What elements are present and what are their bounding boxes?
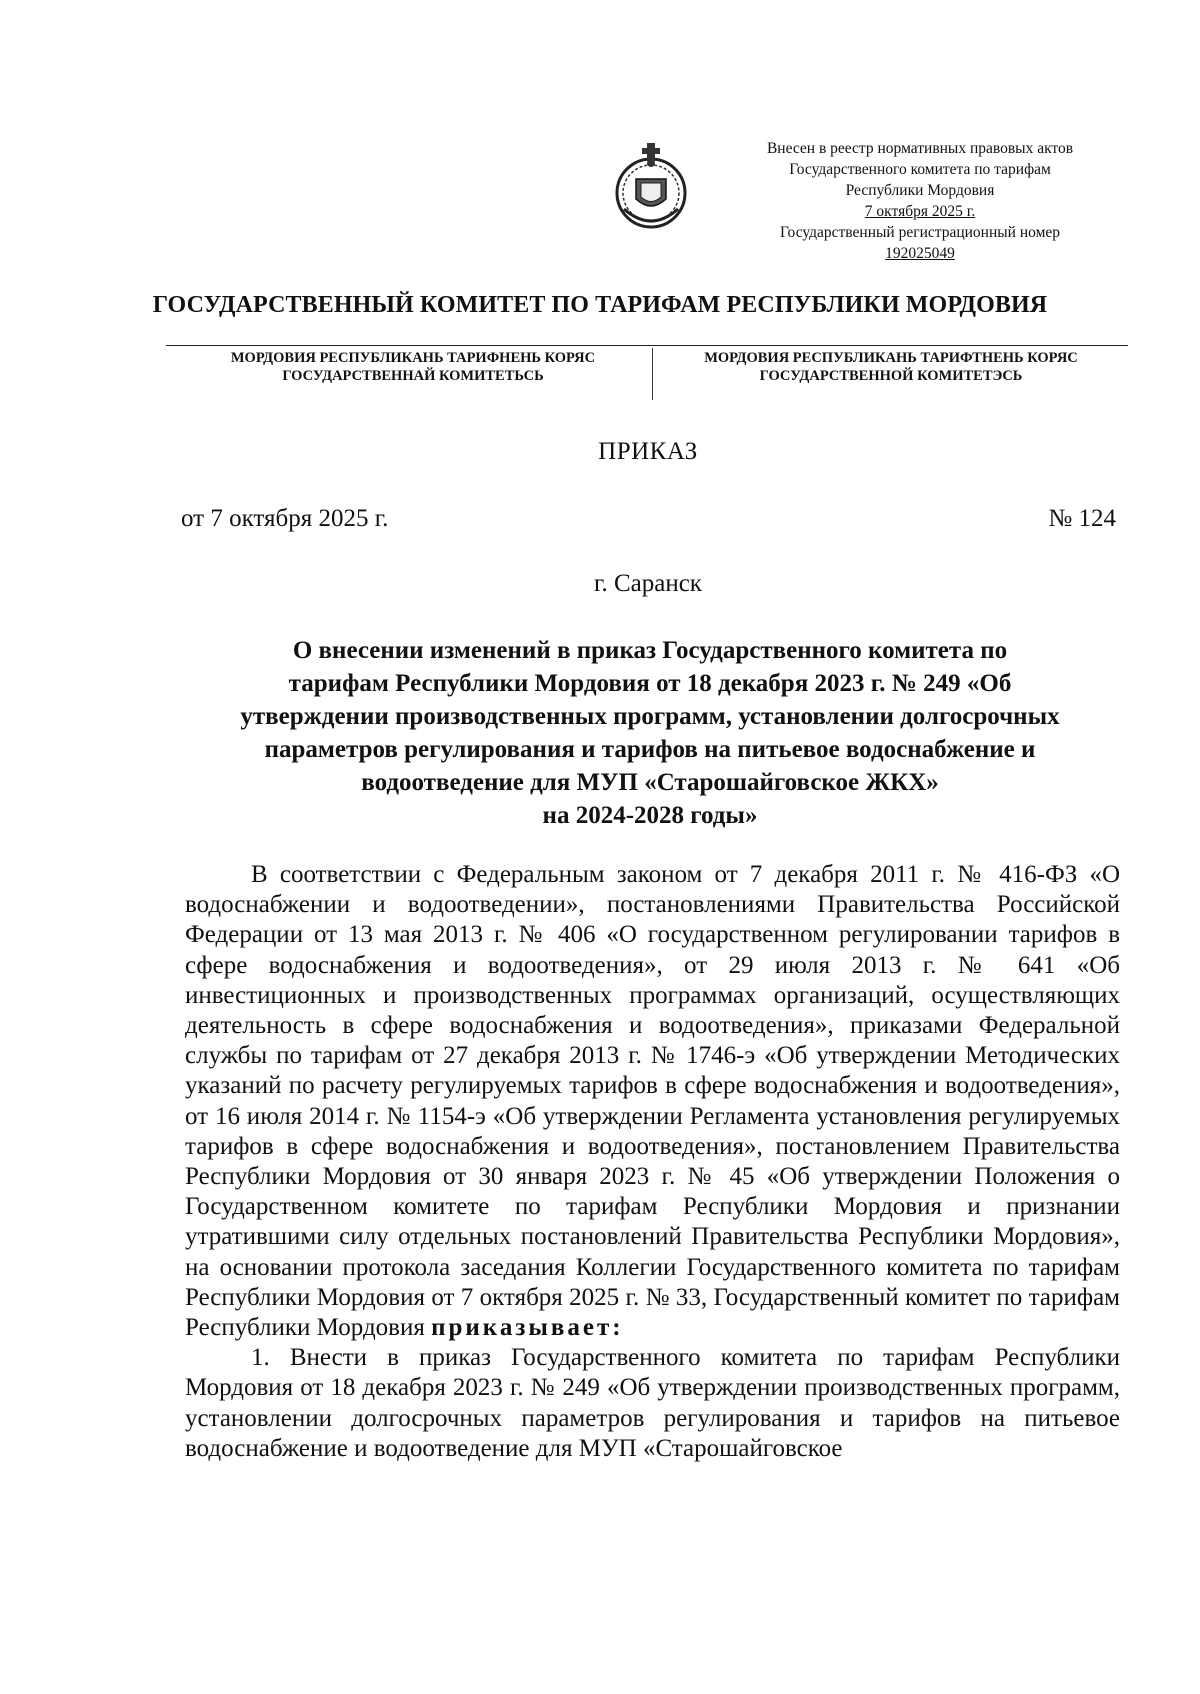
subject-line: водоотведение для МУП «Старошайговское ЖКХ» [361, 769, 939, 796]
subject-line: тарифам Республики Мордовия от 18 декабря 2023 г. № 249 «Об [288, 670, 1012, 697]
mordovia-coat-of-arms-emblem [614, 137, 688, 237]
preamble-text: В соответствии с Федеральным законом от 7 декабря 2011 г. № 416-ФЗ «О водоснабжении и водоотведении», постановлениями Правительства Российской Федерации от 13 мая 2013 г. № 406 «О государственном регулировании тарифов в сфере водоснабжения и водоотведения», от 29 июля 2013 г. № 641 «Об инвестиционных и производственных программах организаций, осуществляющих деятельность в сфере водоснабжения и водоотведения», приказами Федеральной службы по тарифам от 27 декабря 2013 г. № 1746-э «Об утверждении Методических указаний по расчету регулируемых тарифов в сфере водоснабжения и водоотведения», от 16 июля 2014 г. № 1154-э «Об утверждении Регламента установления регулируемых тарифов в сфере водоснабжения и водоотведения», постановлением Правительства Республики Мордовия от 30 января 2023 г. № 45 «Об утверждении Положения о Государственном комитете по тарифам Республики Мордовия и признании утратившими силу отдельных постановлений Правительства Республики Мордовия», на основании протокола заседания Коллегии Государственного комитета по тарифам Республики Мордовия от 7 октября 2025 г. № 33, Государственный комитет по тарифам Республики Мордовия [185, 861, 1120, 1342]
header-vertical-divider [652, 348, 653, 400]
document-date: от 7 октября 2025 г. [181, 505, 389, 532]
registry-line: Государственного комитета по тарифам [789, 161, 1051, 178]
orders-word: приказывает: [431, 1314, 624, 1342]
header-divider [166, 345, 1128, 346]
registry-stamp [740, 138, 1100, 264]
erzya-organization-name [662, 349, 1120, 385]
subject-line: параметров регулирования и тарифов на питьевое водоснабжение и [264, 736, 1036, 763]
moksha-line: МОРДОВИЯ РЕСПУБЛИКАНЬ ТАРИФНЕНЬ КОРЯС [230, 350, 596, 366]
erzya-line: ГОСУДАРСТВЕННОЙ КОМИТЕТЭСЬ [759, 368, 1023, 384]
registry-date: 7 октября 2025 г. [864, 203, 976, 220]
subject-line: О внесении изменений в приказ Государственного комитета по [292, 637, 1008, 664]
moksha-line: ГОСУДАРСТВЕННАЙ КОМИТЕТЬСЬ [282, 368, 544, 384]
document-city: г. Саранск [594, 570, 702, 597]
preamble-paragraph [185, 860, 1120, 1343]
subject-line: на 2024-2028 годы» [542, 802, 758, 829]
document-number: № 124 [1048, 505, 1116, 532]
document-type: ПРИКАЗ [598, 438, 698, 465]
item-1-paragraph: 1. Внести в приказ Государственного комитета по тарифам Республики Мордовия от 18 декабря 2023 г. № 249 «Об утверждении производственных программ, установлении долгосрочных параметров регулирования и тарифов на питьевое водоснабжение и водоотведение для МУП «Старошайговское [185, 1344, 1120, 1462]
erzya-line: МОРДОВИЯ РЕСПУБЛИКАНЬ ТАРИФТНЕНЬ КОРЯС [704, 350, 1078, 366]
document-body [185, 860, 1120, 1464]
registry-number: 192025049 [885, 245, 955, 262]
organization-title: ГОСУДАРСТВЕННЫЙ КОМИТЕТ ПО ТАРИФАМ РЕСПУБЛИКИ МОРДОВИЯ [152, 292, 1048, 318]
registry-line: Республики Мордовия [845, 182, 995, 199]
moksha-organization-name [180, 349, 646, 385]
document-subject [180, 634, 1120, 832]
registry-line: Государственный регистрационный номер [779, 224, 1061, 241]
registry-line: Внесен в реестр нормативных правовых актов [766, 140, 1074, 157]
subject-line: утверждении производственных программ, установлении долгосрочных [240, 703, 1060, 730]
